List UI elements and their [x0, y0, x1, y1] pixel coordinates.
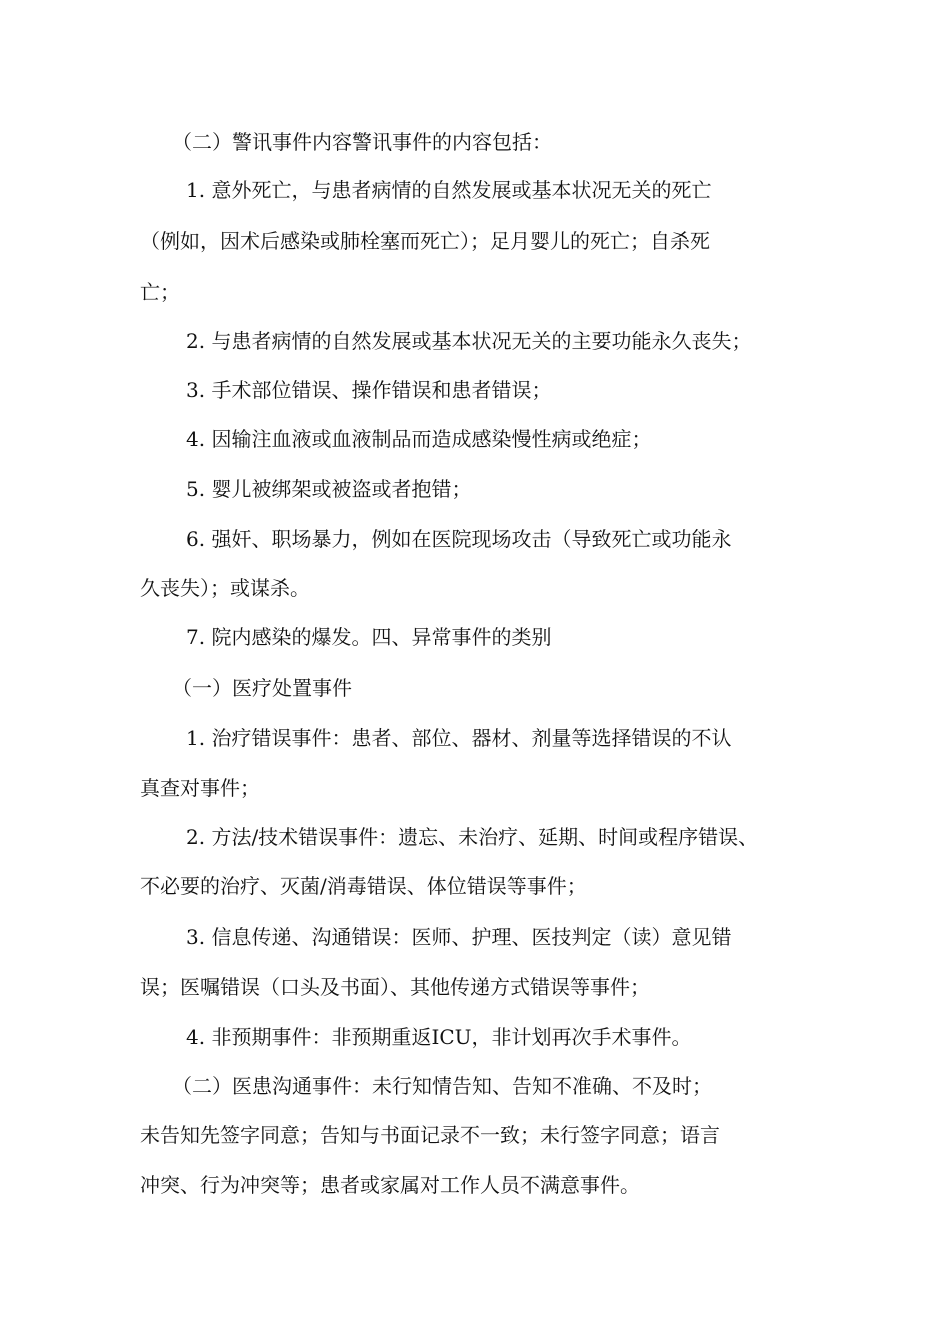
- paragraph-line: 5. 婴儿被绑架或被盗或者抱错；: [186, 477, 472, 501]
- paragraph-line: 4. 因输注血液或血液制品而造成感染慢性病或绝症；: [186, 427, 652, 451]
- paragraph-line: 亡；: [140, 280, 180, 304]
- paragraph-line: 真查对事件；: [140, 776, 260, 800]
- paragraph-line: 3. 手术部位错误、操作错误和患者错误；: [186, 378, 552, 402]
- section-heading-communication: （二）医患沟通事件：未行知情告知、告知不准确、不及时；: [172, 1074, 712, 1098]
- paragraph-line: 误；医嘱错误（口头及书面）、其他传递方式错误等事件；: [140, 975, 650, 999]
- paragraph-line: 6. 强奸、职场暴力，例如在医院现场攻击（导致死亡或功能永: [186, 527, 732, 551]
- paragraph-line: 2. 与患者病情的自然发展或基本状况无关的主要功能永久丧失；: [186, 329, 752, 353]
- paragraph-line: 未告知先签字同意；告知与书面记录不一致；未行签字同意；语言: [140, 1123, 720, 1147]
- paragraph-line: 1. 意外死亡，与患者病情的自然发展或基本状况无关的死亡: [186, 178, 712, 202]
- paragraph-line: 不必要的治疗、灭菌/消毒错误、体位错误等事件；: [140, 874, 587, 898]
- paragraph-line: 久丧失）；或谋杀。: [140, 576, 310, 600]
- section-heading-sentinel-events: （二）警讯事件内容警讯事件的内容包括：: [172, 130, 552, 154]
- paragraph-line: 冲突、行为冲突等；患者或家属对工作人员不满意事件。: [140, 1173, 640, 1197]
- paragraph-line: 7. 院内感染的爆发。四、异常事件的类别: [186, 625, 552, 649]
- paragraph-line: 2. 方法/技术错误事件：遗忘、未治疗、延期、时间或程序错误、: [186, 825, 759, 849]
- paragraph-line: 4. 非预期事件：非预期重返ICU，非计划再次手术事件。: [186, 1025, 692, 1049]
- paragraph-line: （例如，因术后感染或肺栓塞而死亡）；足月婴儿的死亡；自杀死: [140, 229, 710, 253]
- paragraph-line: 3. 信息传递、沟通错误：医师、护理、医技判定（读）意见错: [186, 925, 732, 949]
- paragraph-line: 1. 治疗错误事件：患者、部位、器材、剂量等选择错误的不认: [186, 726, 732, 750]
- section-heading-medical-treatment: （一）医疗处置事件: [172, 676, 352, 700]
